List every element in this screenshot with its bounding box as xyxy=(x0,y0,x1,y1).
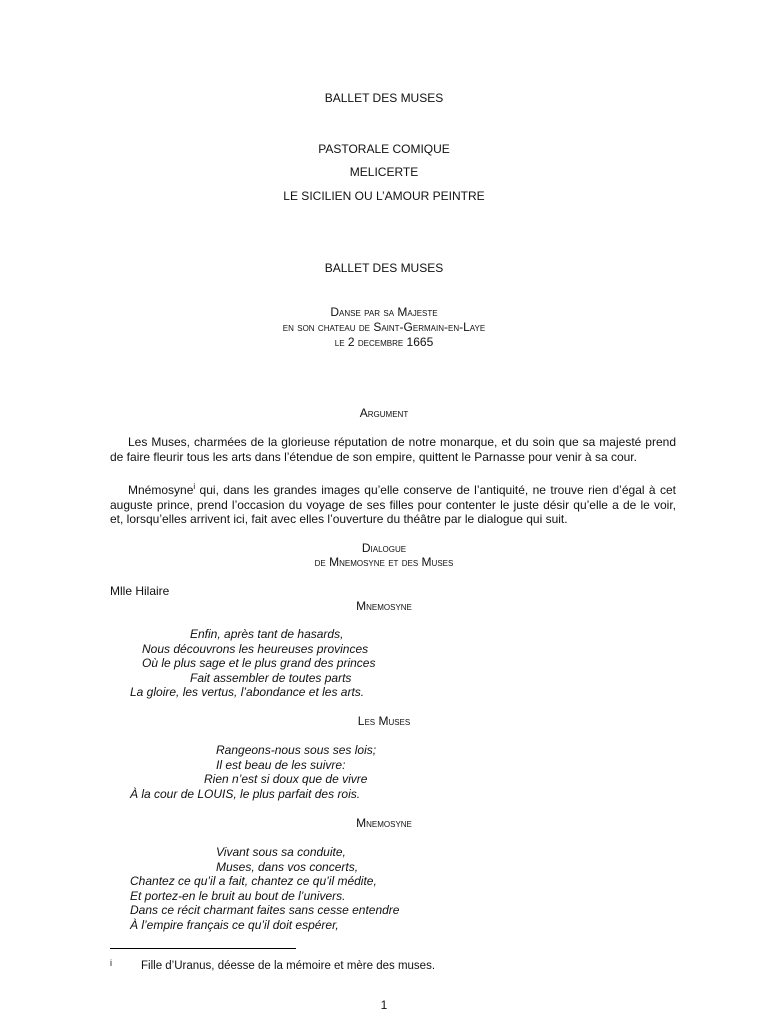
verse-line: Nous découvrons les heureuses provinces xyxy=(142,641,369,656)
verse-block-3 xyxy=(0,845,400,932)
dialogue-heading-line-1: Dialogue xyxy=(361,541,407,555)
argument-paragraph-1: Les Muses, charmées de la glorieuse réputation de notre monarque, et du soin que sa majesté prend de faire fleurir tous les arts dans l’étendue de son empire, quittent le Parnasse pour venir à sa cour. xyxy=(110,435,676,464)
verse-line: À la cour de LOUIS, le plus parfait des rois. xyxy=(130,786,361,801)
speaker-mnemosyne: Mnemosyne xyxy=(356,599,412,613)
verse-line: À l’empire français ce qu’il doit espérer, xyxy=(130,917,339,932)
verse-line: Fait assembler de toutes parts xyxy=(190,670,352,685)
footnote-ref: i xyxy=(193,482,196,491)
title-sicilien: LE SICILIEN OU L’AMOUR PEINTRE xyxy=(283,189,485,203)
verse-line: La gloire, les vertus, l’abondance et les arts. xyxy=(130,685,365,699)
title-ballet: BALLET DES MUSES xyxy=(324,91,444,105)
verse-line: Enfin, après tant de hasards, xyxy=(190,627,344,641)
verse-line: Rien n’est si doux que de vivre xyxy=(204,772,368,786)
dedication-line-3: le 2 decembre 1665 xyxy=(334,335,434,349)
verse-line: Il est beau de les suivre: xyxy=(216,757,346,772)
dedication-line-2: en son chateau de Saint-Germain-en-Laye xyxy=(282,320,486,334)
verse-line: Vivant sous sa conduite, xyxy=(216,845,346,859)
title-melicerte: MELICERTE xyxy=(349,165,419,179)
verse-line: Chantez ce qu’il a fait, chantez ce qu’il médite, xyxy=(130,874,377,888)
argument-heading: Argument xyxy=(359,406,409,420)
verse-line: Et portez-en le bruit au bout de l’univers. xyxy=(130,888,346,903)
section-title: BALLET DES MUSES xyxy=(324,261,444,275)
argument-para2-start: Mnémosyne xyxy=(128,483,194,497)
dialogue-heading-line-2: de Mnemosyne et des Muses xyxy=(314,555,454,569)
verse-line: Dans ce récit charmant faites sans cesse entendre xyxy=(130,903,400,917)
verse-line: Muses, dans vos concerts, xyxy=(216,859,359,874)
performer-name: Mlle Hilaire xyxy=(110,584,170,598)
title-pastorale: PASTORALE COMIQUE xyxy=(318,142,450,156)
footnote-text: Fille d’Uranus, déesse de la mémoire et mère des muses. xyxy=(141,960,436,972)
argument-paragraph-2 xyxy=(110,483,676,527)
argument-para2-rest: qui, dans les grandes images qu’elle conserve de l’antiquité, ne trouve rien d’égal à cet auguste prince, prend l’occasion du voyage de ses filles pour contenter le juste désir qu’elle a de le voir, et, lorsqu’elles arrivent ici, fait avec elles l’ouverture du théâtre par le dialogue qui suit. xyxy=(110,483,676,526)
verse-line: Où le plus sage et le plus grand des princes xyxy=(142,656,376,670)
dedication-line-1: Danse par sa Majeste xyxy=(330,305,438,319)
speaker-mnemosyne-2: Mnemosyne xyxy=(356,816,412,830)
page-number: 1 xyxy=(380,998,388,1012)
verse-block-2 xyxy=(0,743,377,801)
verse-block-1 xyxy=(0,627,376,700)
speaker-les-muses: Les Muses xyxy=(357,714,411,728)
footnote-divider xyxy=(110,948,296,949)
verse-line: Rangeons-nous sous ses lois; xyxy=(216,743,377,757)
footnote-marker: i xyxy=(110,958,112,968)
